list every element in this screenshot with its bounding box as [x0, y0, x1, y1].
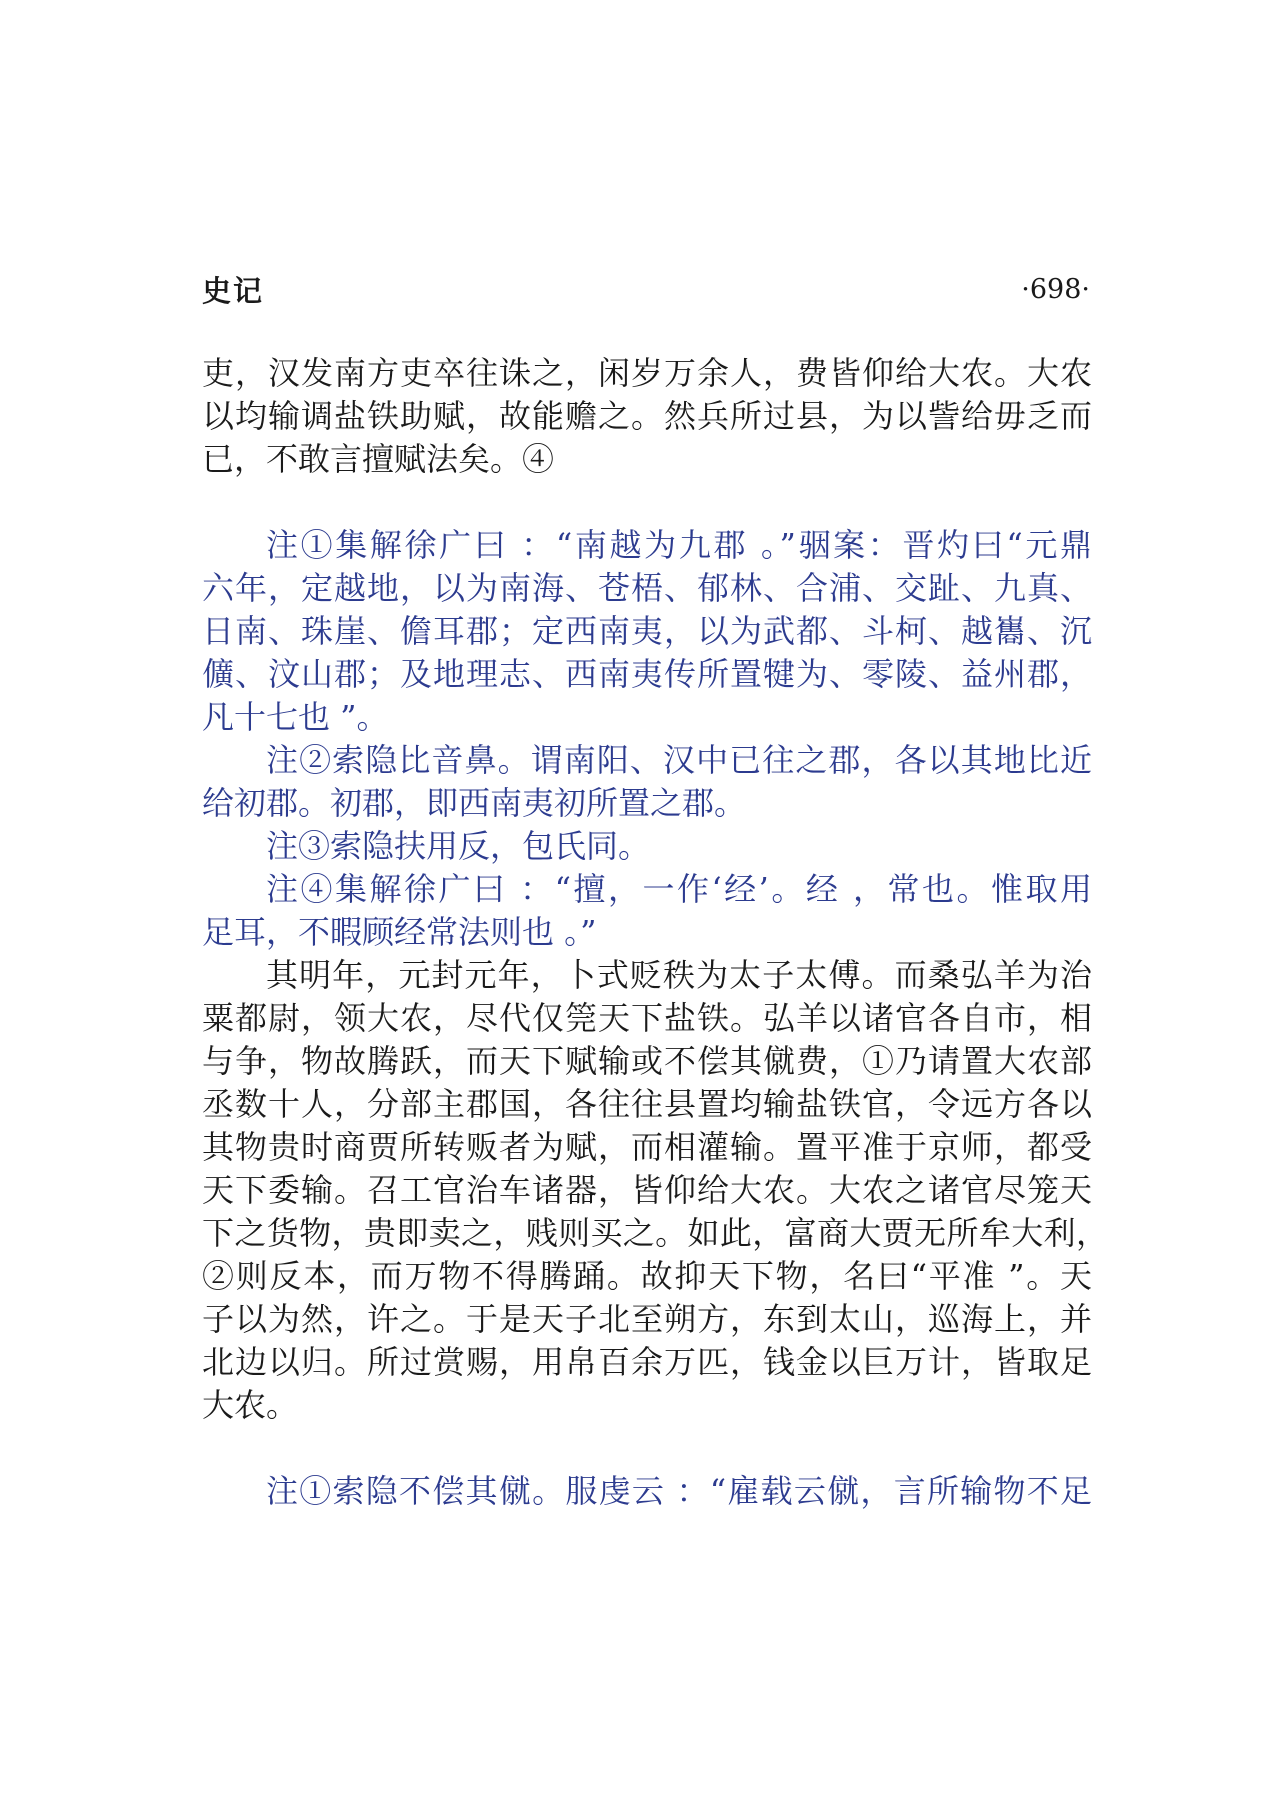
page-body [202, 352, 1108, 1513]
note-line: 注①集解徐广曰 ：“南越为九郡 。”骃案：晋灼曰“元鼎 [266, 526, 1092, 564]
note-line: 给初郡。初郡，即西南夷初所置之郡。 [202, 784, 747, 822]
paragraph [202, 954, 1108, 1427]
body-line: 已，不敢言擅赋法矣。④ [202, 440, 555, 478]
body-line: 子以为然，许之。于是天子北至朔方，东到太山，巡海上，并 [202, 1300, 1092, 1338]
note-line: 日南、珠崖、儋耳郡；定西南夷，以为武都、斗柯、越巂、沉 [202, 612, 1092, 650]
book-title: 史记 [202, 273, 265, 308]
note-line: 注①索隐不偿其僦。服虔云 ：“雇载云僦，言所输物不足 [266, 1472, 1092, 1510]
body-line: 与争，物故腾跃，而天下赋输或不偿其僦费，①乃请置大农部 [202, 1042, 1092, 1080]
note [202, 739, 1092, 825]
note-line: 注④集解徐广曰 ：“擅，一作‘经’。经 ，常也。惟取用 [266, 870, 1092, 908]
body-line: 下之货物，贵即卖之，贱则买之。如此，富商大贾无所牟大利， [202, 1214, 1108, 1252]
blank-line [202, 481, 1092, 524]
body-line: 其物贵时商贾所转贩者为赋，而相灌输。置平准于京师，都受 [202, 1128, 1092, 1166]
body-line: ②则反本，而万物不得腾踊。故抑天下物，名曰“平准 ”。天 [202, 1257, 1092, 1295]
page-header [202, 268, 1090, 310]
note [202, 825, 1092, 868]
note [202, 524, 1092, 739]
page-number: ·698· [1021, 273, 1090, 305]
note [202, 1470, 1092, 1513]
body-line: 以均输调盐铁助赋，故能赡之。然兵所过县，为以訾给毋乏而 [202, 397, 1092, 435]
body-line: 大农。 [202, 1386, 299, 1424]
body-line: 粟都尉，领大农，尽代仅筦天下盐铁。弘羊以诸官各自市，相 [202, 999, 1092, 1037]
note-line: 凡十七也 ”。 [202, 698, 389, 736]
body-line: 天下委输。召工官治车诸器，皆仰给大农。大农之诸官尽笼天 [202, 1171, 1092, 1209]
note-group [202, 524, 1092, 954]
body-line: 丞数十人，分部主郡国，各往往县置均输盐铁官，令远方各以 [202, 1085, 1092, 1123]
note-line: 注②索隐比音鼻。谓南阳、汉中已往之郡，各以其地比近 [266, 741, 1092, 779]
body-line: 吏，汉发南方吏卒往诛之，闲岁万余人，费皆仰给大农。大农 [202, 354, 1092, 392]
paragraph [202, 352, 1092, 481]
body-line: 北边以归。所过赏赐，用帛百余万匹，钱金以巨万计，皆取足 [202, 1343, 1092, 1381]
note-group [202, 1470, 1092, 1513]
note [202, 868, 1092, 954]
note-line: 足耳，不暇顾经常法则也 。” [202, 913, 597, 951]
body-line: 其明年，元封元年，卜式贬秩为太子太傅。而桑弘羊为治 [266, 956, 1092, 994]
note-line: 注③索隐扶用反，包氏同。 [266, 827, 651, 865]
note-line: 儣、汶山郡；及地理志、西南夷传所置犍为、零陵、益州郡， [202, 655, 1092, 693]
blank-line [202, 1427, 1092, 1470]
note-line: 六年，定越地，以为南海、苍梧、郁林、合浦、交趾、九真、 [202, 569, 1092, 607]
